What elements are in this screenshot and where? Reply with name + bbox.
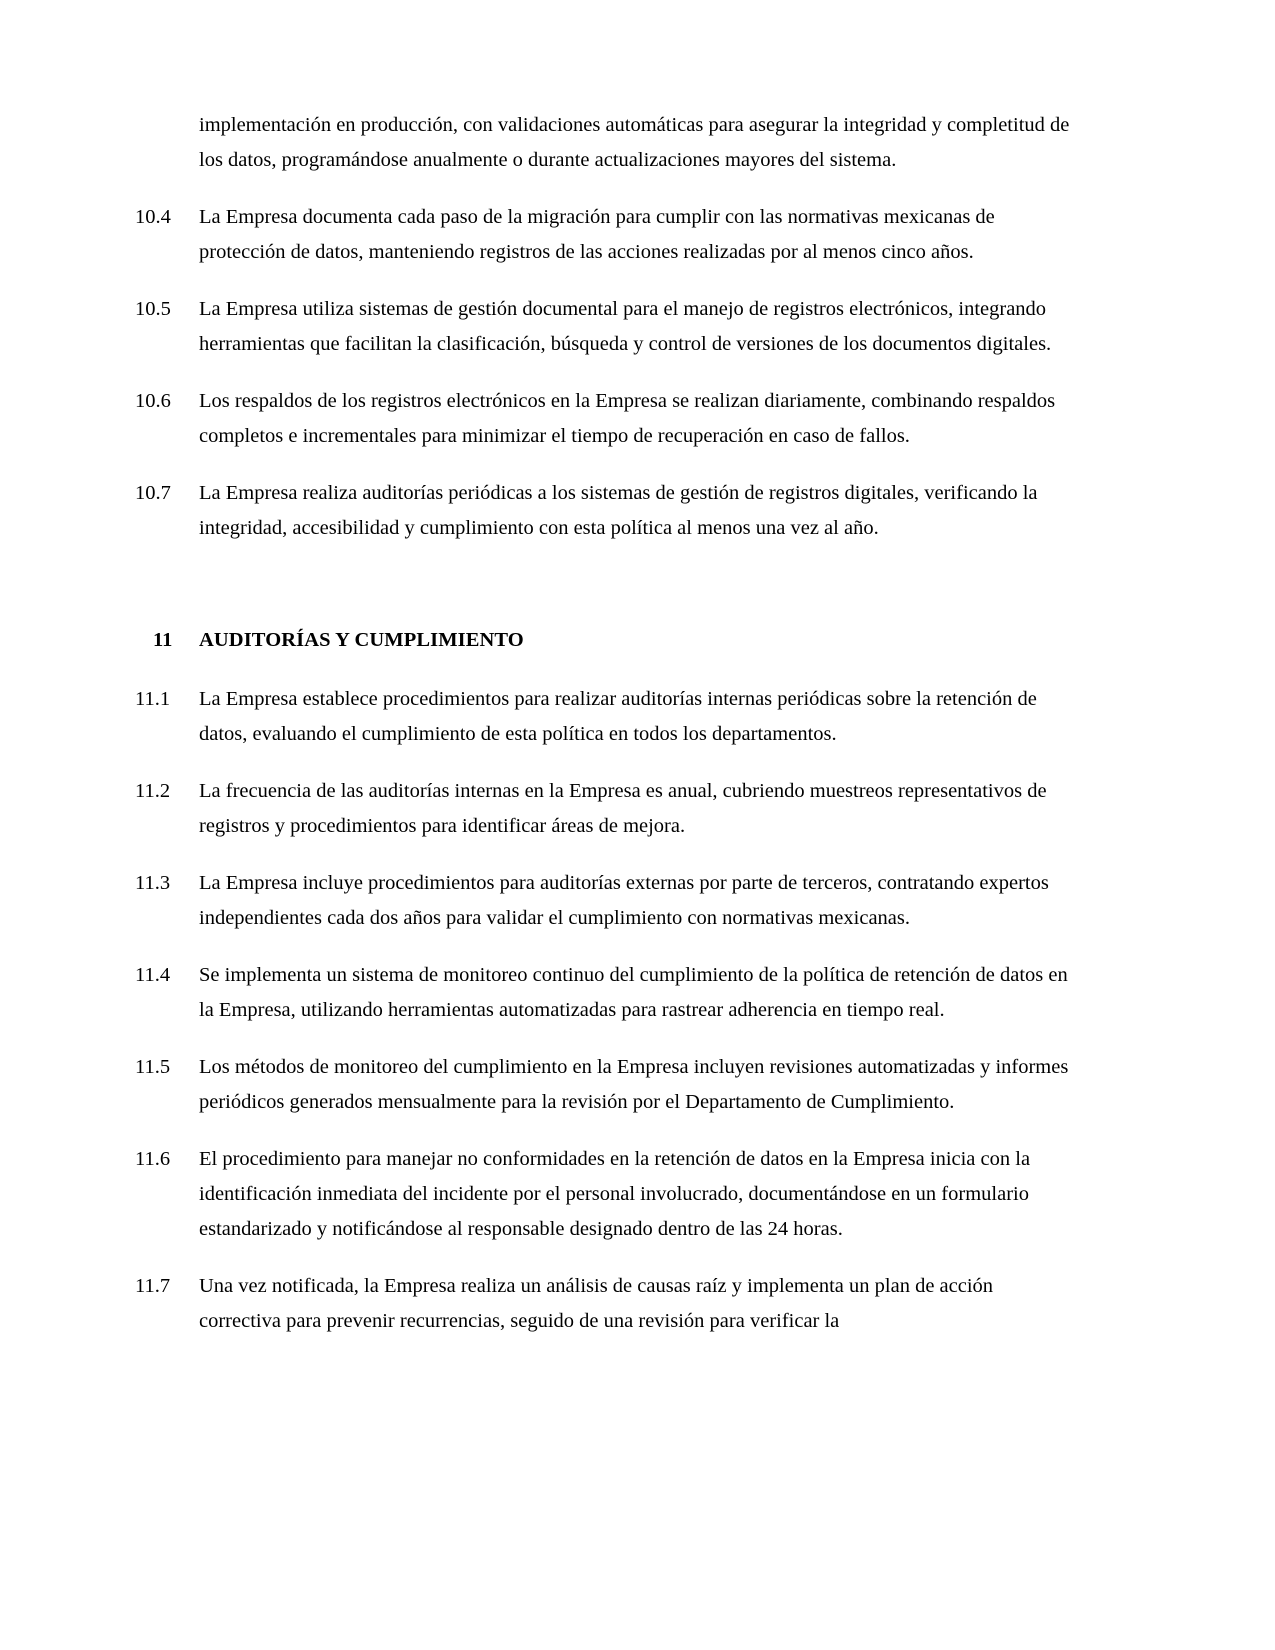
clause-11-6 [135,1142,1080,1247]
clause-text-10-4: La Empresa documenta cada paso de la migración para cumplir con las normativas mexicanas de protección de datos, manteniendo registros de las acciones realizadas por al menos cinco años. [199,206,995,263]
clause-number-11-5: 11.5 [135,1056,171,1078]
clause-number-11-1: 11.1 [135,688,171,710]
clause-text-11-2: La frecuencia de las auditorías internas en la Empresa es anual, cubriendo muestreos representativos de registros y procedimientos para identificar áreas de mejora. [199,780,1047,837]
clause-11-5 [135,1050,1080,1120]
clause-number-11-4: 11.4 [135,964,171,986]
clause-10-7 [135,476,1080,546]
clause-number-11-7: 11.7 [135,1275,171,1297]
clause-text-11-3: La Empresa incluye procedimientos para auditorías externas por parte de terceros, contratando expertos independientes cada dos años para validar el cumplimiento con normativas mexicanas. [199,872,1049,929]
clause-number-10-6: 10.6 [135,390,171,412]
clause-text-11-6: El procedimiento para manejar no conformidades en la retención de datos en la Empresa inicia con la identificación inmediata del incidente por el personal involucrado, documentándose en un formulario estandarizado y notificándose al responsable designado dentro de las 24 horas. [199,1148,1031,1240]
clause-number-11-3: 11.3 [135,872,171,894]
clause-number-10-4: 10.4 [135,206,171,228]
clause-number-11-2: 11.2 [135,780,171,802]
clause-number-10-7: 10.7 [135,482,171,504]
clause-text-11-1: La Empresa establece procedimientos para realizar auditorías internas periódicas sobre la retención de datos, evaluando el cumplimiento de esta política en todos los departamentos. [199,688,1037,745]
section-heading-11 [135,624,1080,656]
clause-text-11-7: Una vez notificada, la Empresa realiza un análisis de causas raíz y implementa un plan de acción correctiva para prevenir recurrencias, seguido de una revisión para verificar la [199,1275,994,1332]
clause-10-5 [135,292,1080,362]
section-title: AUDITORÍAS Y CUMPLIMIENTO [199,629,524,651]
clause-11-2 [135,774,1080,844]
continuation-paragraph-text: implementación en producción, con validaciones automáticas para asegurar la integridad y completitud de los datos, programándose anualmente o durante actualizaciones mayores del sistema. [199,114,1070,171]
clause-number-11-6: 11.6 [135,1148,171,1170]
clause-11-3 [135,866,1080,936]
clause-text-10-7: La Empresa realiza auditorías periódicas a los sistemas de gestión de registros digitales, verificando la integridad, accesibilidad y cumplimiento con esta política al menos una vez al año. [199,482,1038,539]
clause-11-7 [135,1269,1080,1339]
clause-text-11-5: Los métodos de monitoreo del cumplimiento en la Empresa incluyen revisiones automatizadas y informes periódicos generados mensualmente para la revisión por el Departamento de Cumplimiento. [199,1056,1069,1113]
clause-11-1 [135,682,1080,752]
section-number: 11 [153,629,173,651]
clause-10-4 [135,200,1080,270]
clause-11-4 [135,958,1080,1028]
clause-10-6 [135,384,1080,454]
clause-text-10-6: Los respaldos de los registros electrónicos en la Empresa se realizan diariamente, combinando respaldos completos e incrementales para minimizar el tiempo de recuperación en caso de fallos. [199,390,1056,447]
clause-text-10-5: La Empresa utiliza sistemas de gestión documental para el manejo de registros electrónicos, integrando herramientas que facilitan la clasificación, búsqueda y control de versiones de los documentos digitales. [199,298,1052,355]
clause-text-11-4: Se implementa un sistema de monitoreo continuo del cumplimiento de la política de retención de datos en la Empresa, utilizando herramientas automatizadas para rastrear adherencia en tiempo real. [199,964,1068,1021]
continuation-paragraph-row [135,108,1080,178]
clause-number-10-5: 10.5 [135,298,171,320]
